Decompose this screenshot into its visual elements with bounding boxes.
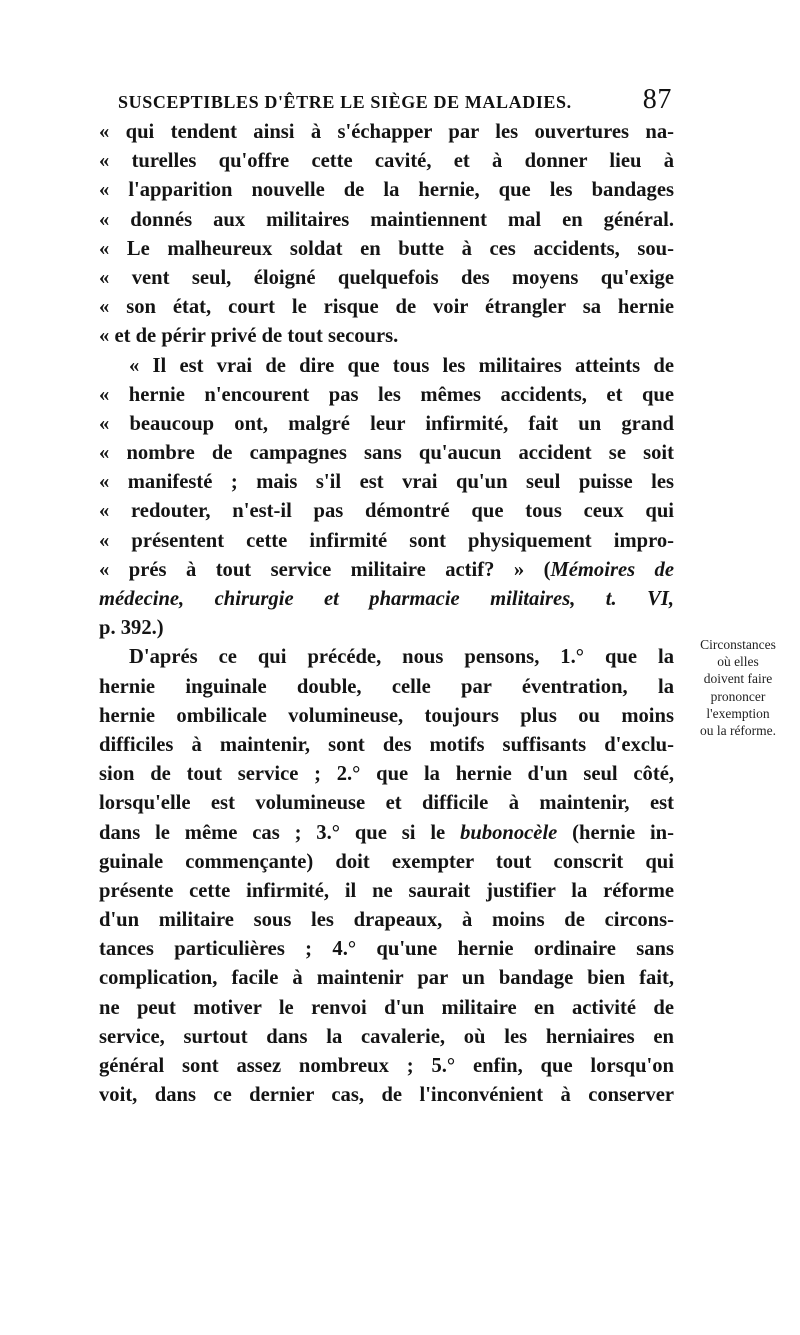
text-line: « qui tendent ainsi à s'échapper par les ouvertures na- [99,121,674,143]
page-number: 87 [642,84,672,115]
text-line: « beaucoup ont, malgré leur infirmité, fait un grand [99,412,674,435]
running-title: SUSCEPTIBLES D'ÊTRE LE SIÈGE DE MALADIES. [118,92,572,112]
text-line: « Le malheureux soldat en butte à ces accidents, sou- [99,237,674,260]
text-line: p. 392.) [99,617,164,640]
text-line: ne peut motiver le renvoi d'un militaire en activité de [99,996,674,1019]
running-header [118,84,672,115]
text-line: « manifesté ; mais s'il est vrai qu'un seul puisse les [99,471,674,494]
text-line: « son état, court le risque de voir étrangler sa hernie [99,296,674,319]
text-line: « hernie n'encourent pas les mêmes accidents, et que [99,383,674,406]
margin-note-line: prononcer [710,688,766,704]
citation-line: médecine, chirurgie et pharmacie militaires, t. VI, [99,588,674,610]
text-line: lorsqu'elle est volumineuse et difficile à maintenir, est [99,792,674,815]
text-line: général sont assez nombreux ; 5.° enfin, que lorsqu'on [99,1055,674,1077]
text-line: « turelles qu'offre cette cavité, et à donner lieu à [99,150,674,173]
text-line: difficiles à maintenir, sont des motifs suffisants d'exclu- [99,733,674,756]
text-line: « donnés aux militaires maintiennent mal en général. [99,208,674,231]
text-line: « l'apparition nouvelle de la hernie, que les bandages [99,179,674,202]
citation-title: Mémoires de [550,558,674,581]
text-line: « redouter, n'est-il pas démontré que tous ceux qui [99,500,674,523]
margin-note-line: où elles [717,654,759,670]
text-line [99,819,674,848]
text-line: tances particulières ; 4.° qu'une hernie ordinaire sans [99,938,674,961]
text-line: D'aprés ce qui précéde, nous pensons, 1.° que la [129,646,674,669]
body-text [99,118,674,1110]
text-segment: « prés à tout service militaire actif? » ( [99,558,551,581]
text-line: hernie ombilicale volumineuse, toujours plus ou moins [99,704,674,727]
text-line: sion de tout service ; 2.° que la hernie d'un seul côté, [99,763,674,786]
text-line [99,556,674,585]
margin-note-line: ou la réforme. [699,723,777,739]
text-line: complication, facile à maintenir par un bandage bien fait, [99,967,674,990]
text-line: « et de périr privé de tout secours. [99,325,399,348]
text-line: « nombre de campagnes sans qu'aucun accident se soit [99,442,674,465]
text-line: guinale commençante) doit exempter tout conscrit qui [99,850,674,873]
text-line: hernie inguinale double, celle par éventration, la [99,675,674,698]
italic-term: bubonocèle [460,821,558,844]
text-line: voit, dans ce dernier cas, de l'inconvénient à conserver [99,1084,674,1107]
margin-note-line: doivent faire [703,671,773,687]
text-line: « vent seul, éloigné quelquefois des moyens qu'exige [99,266,674,289]
text-line: présente cette infirmité, il ne saurait justifier la réforme [99,879,674,902]
text-line: « Il est vrai de dire que tous les militaires atteints de [129,354,674,377]
text-segment: dans le même cas ; 3.° que si le [99,821,461,844]
text-line: d'un militaire sous les drapeaux, à moins de circons- [99,909,674,932]
margin-note-line: l'exemption [706,705,770,721]
text-line: service, surtout dans la cavalerie, où les herniaires en [99,1025,674,1048]
margin-note [683,636,793,739]
text-segment: (hernie in- [557,821,674,844]
text-line: « présentent cette infirmité sont physiquement impro- [99,529,674,552]
margin-note-line: Circonstances [700,637,776,652]
